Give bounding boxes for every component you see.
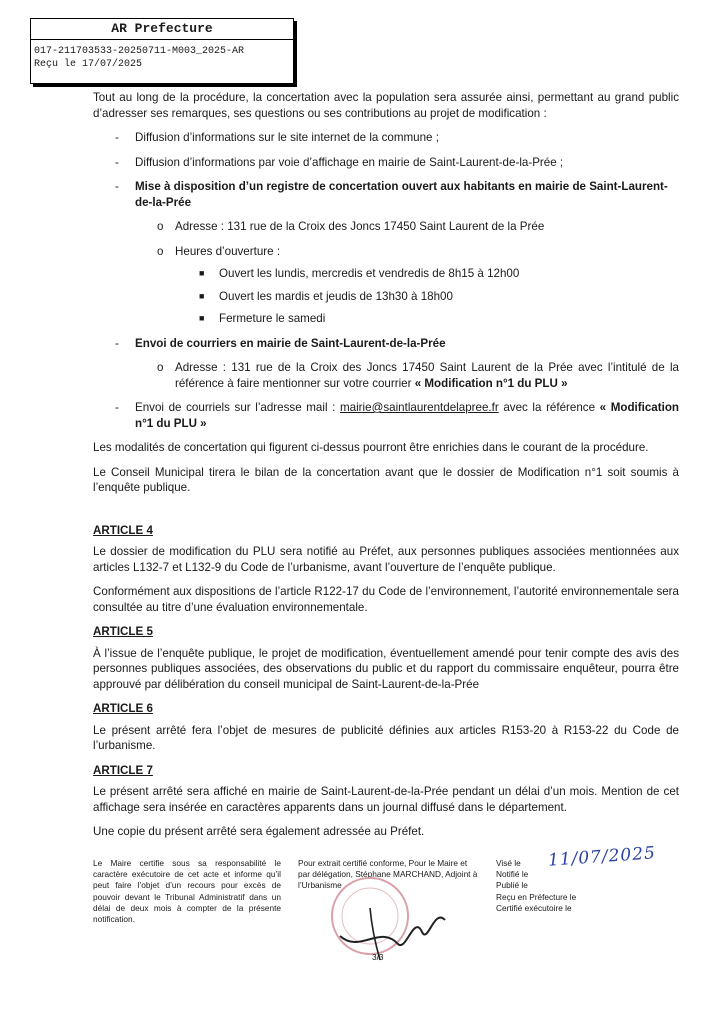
date-line: Visé le — [496, 858, 521, 868]
article-5-heading: ARTICLE 5 — [93, 625, 153, 638]
email-prefix: Envoi de courriels sur l’adresse mail : — [135, 401, 336, 414]
sub-list-item — [135, 360, 679, 391]
date-line: Reçu en Préfecture le — [496, 891, 577, 902]
municipal-seal-and-signature — [310, 874, 460, 984]
dash-bullet: - — [115, 401, 119, 414]
date-line: Notifié le — [496, 869, 529, 880]
dash-bullet: - — [115, 131, 119, 144]
dash-bullet: - — [115, 336, 119, 350]
address-text: Adresse : 131 rue de la Croix des Joncs 17450 Saint Laurent de la Prée avec l’intitulé de la référence à faire mentionner sur votre courrier — [175, 361, 679, 390]
article-4-paragraph: Conformément aux dispositions de l’article R122-17 du Code de l’environnement, l’autorité environnementale sera consultée au titre d’une évaluation environnementale. — [93, 585, 679, 614]
concertation-list — [93, 130, 679, 431]
hours-item — [175, 311, 679, 327]
list-item — [93, 336, 679, 392]
hours-label: Heures d’ouverture : — [175, 244, 281, 258]
handwritten-date: 11/07/2025 — [547, 843, 657, 871]
list-item — [93, 400, 679, 431]
circle-bullet: o — [157, 361, 164, 374]
article-4-paragraph: Le dossier de modification du PLU sera notifié au Préfet, aux personnes publiques associées mentionnées aux articles L132-7 et L132-9 du Code de l’urbanisme, avant l’ouverture de l’enquête publique. — [93, 545, 679, 574]
email-link[interactable]: mairie@saintlaurentdelapree.fr — [340, 401, 499, 414]
reference-text: « Modification n°1 du PLU » — [135, 401, 679, 430]
circle-bullet: o — [157, 220, 164, 233]
list-item-text: Mise à disposition d’un registre de concertation ouvert aux habitants en mairie de Saint-Laurent-de-la-Prée — [135, 180, 668, 209]
article-7-heading: ARTICLE 7 — [93, 763, 153, 777]
hours-text: Ouvert les lundis, mercredis et vendredis de 8h15 à 12h00 — [219, 267, 520, 280]
list-item-text: Envoi de courriers en mairie de Saint-Laurent-de-la-Prée — [135, 336, 446, 350]
modalites-paragraph: Les modalités de concertation qui figurent ci-dessus pourront être enrichies dans le courant de la procédure. — [93, 441, 649, 454]
stamp-received-date: Reçu le 17/07/2025 — [34, 59, 143, 70]
sub-list — [135, 360, 679, 391]
mayor-certification: Le Maire certifie sous sa responsabilité le caractère exécutoire de cet acte et informe qu’il peut faire l’objet d’un recours pour excès de pouvoir devant le Tribunal Administratif dans un délai de deux mois à compter de la présente notification. — [93, 858, 281, 925]
address-text: Adresse : 131 rue de la Croix des Joncs 17450 Saint Laurent de la Prée — [175, 220, 545, 233]
sub-list — [135, 219, 679, 327]
sub-list-item — [135, 219, 679, 235]
hours-text: Ouvert les mardis et jeudis de 13h30 à 18h00 — [219, 289, 453, 303]
hours-list — [175, 266, 679, 327]
square-bullet: ■ — [199, 313, 205, 323]
intro-paragraph: Tout au long de la procédure, la concertation avec la population sera assurée ainsi, permettant au grand public d’adresser ses remarques, ses questions ou ses contributions au projet de modification : — [93, 91, 679, 120]
stamp-title: AR Prefecture — [31, 19, 293, 40]
certified-extract: Pour extrait certifié conforme, Pour le Maire et par délégation, Stéphane MARCHAND, Adjoint à l’Urbanisme — [298, 858, 478, 891]
signature-footer — [0, 843, 724, 1024]
list-item — [93, 130, 679, 146]
bilan-paragraph: Le Conseil Municipal tirera le bilan de la concertation avant que le dossier de Modification n°1 soit soumis à l’enquête publique. — [93, 465, 679, 494]
reference-text: « Modification n°1 du PLU » — [414, 376, 568, 390]
article-6-heading: ARTICLE 6 — [93, 702, 153, 715]
article-7-paragraph: Une copie du présent arrêté sera également adressée au Préfet. — [93, 825, 425, 838]
article-7-paragraph: Le présent arrêté sera affiché en mairie de Saint-Laurent-de-la-Prée pendant un délai d’un mois. Mention de cet affichage sera insérée en caractères apparents dans un journal diffusé dans le département. — [93, 785, 679, 814]
prefecture-stamp — [30, 18, 294, 84]
list-item — [93, 179, 679, 327]
date-line: Publié le — [496, 880, 528, 891]
article-6-paragraph: Le présent arrêté fera l’objet de mesures de publicité définies aux articles R153-20 à R153-22 du Code de l’urbanisme. — [93, 723, 679, 752]
square-bullet: ■ — [199, 268, 205, 278]
page-number: 3/3 — [372, 952, 384, 962]
article-5-paragraph: À l’issue de l’enquête publique, le projet de modification, éventuellement amendé pour tenir compte des avis des personnes publiques associées, des observations du public et du rapport du commissaire enquêteur, pourra être approuvé par délibération du conseil municipal de Saint-Laurent-de-la-Prée — [93, 646, 679, 691]
date-line: Certifié exécutoire le — [496, 902, 572, 913]
dash-bullet: - — [115, 180, 119, 193]
list-item — [93, 155, 679, 171]
hours-text: Fermeture le samedi — [219, 312, 326, 325]
circle-bullet: o — [157, 244, 164, 258]
article-4-heading: ARTICLE 4 — [93, 523, 153, 537]
hours-item — [175, 289, 679, 305]
stamp-reference: 017-211703533-20250711-M003_2025-AR — [34, 46, 245, 57]
dash-bullet: - — [115, 155, 119, 169]
document-body — [93, 90, 679, 849]
email-middle: avec la référence — [503, 401, 596, 414]
square-bullet: ■ — [199, 290, 205, 301]
hours-item — [175, 266, 679, 282]
list-item-text: Diffusion d’informations par voie d’affichage en mairie de Saint-Laurent-de-la-Prée ; — [135, 155, 564, 169]
list-item-text: Diffusion d’informations sur le site internet de la commune ; — [135, 131, 439, 144]
sub-list-item — [135, 244, 679, 327]
